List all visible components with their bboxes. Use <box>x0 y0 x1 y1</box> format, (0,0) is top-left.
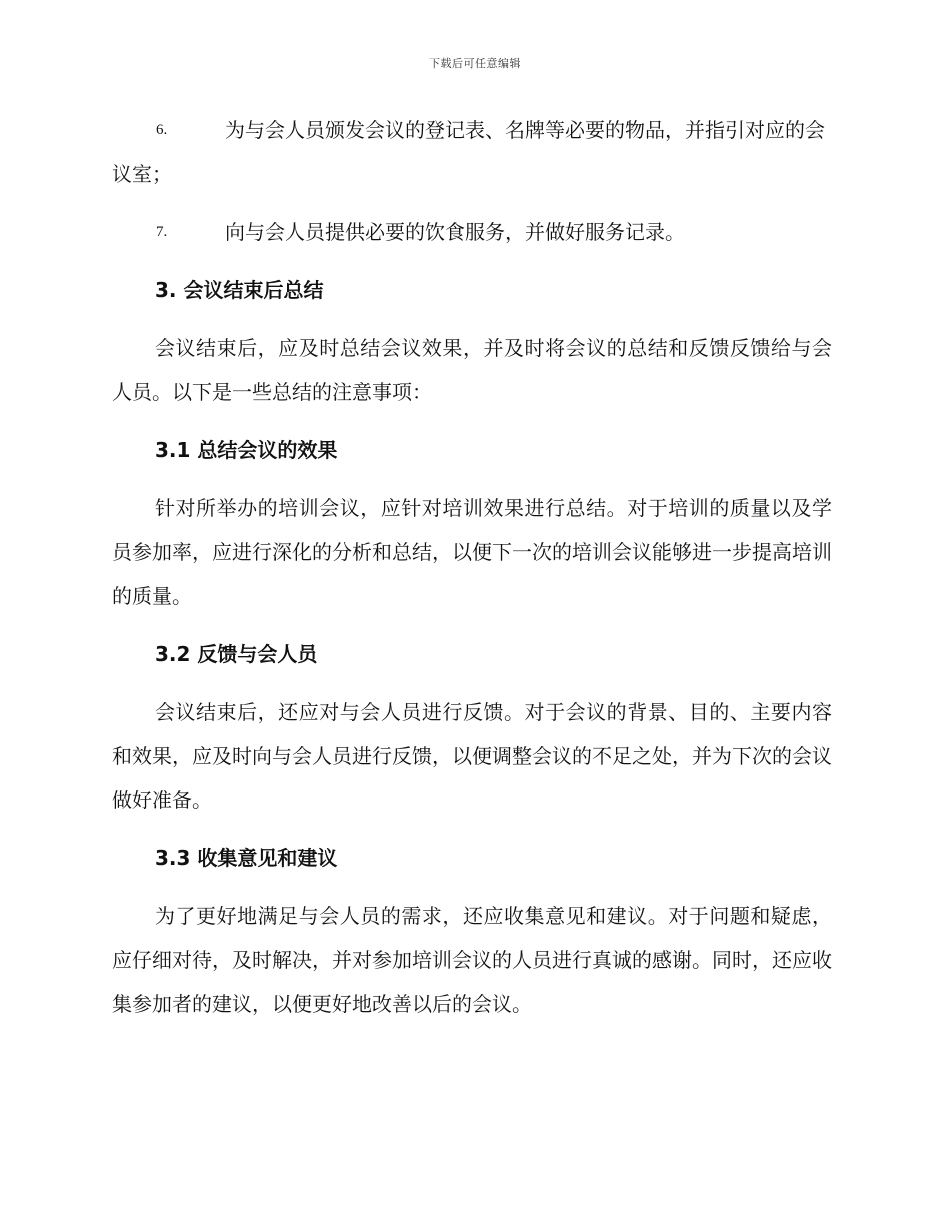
section-heading: 3.3 收集意见和建议 <box>155 846 338 870</box>
section-paragraph: 针对所举办的培训会议，应针对培训效果进行总结。对于培训的质量以及学员参加率，应进行深化的分析和总结，以便下一次的培训会议能够进一步提高培训的质量。 <box>112 496 832 608</box>
header-note: 下载后可任意编辑 <box>429 57 521 70</box>
section-heading: 3. 会议结束后总结 <box>155 278 324 302</box>
section-heading: 3.2 反馈与会人员 <box>155 642 318 666</box>
list-item <box>112 108 832 196</box>
section-paragraph: 会议结束后，应及时总结会议效果，并及时将会议的总结和反馈反馈给与会人员。以下是一些总结的注意事项： <box>112 336 832 404</box>
list-item <box>112 210 832 254</box>
list-item-number: 7. <box>156 224 168 240</box>
section-heading: 3.1 总结会议的效果 <box>155 438 338 462</box>
list-item-number: 6. <box>156 122 168 138</box>
list-item-text: 向与会人员提供必要的饮食服务，并做好服务记录。 <box>225 220 685 244</box>
section-paragraph: 为了更好地满足与会人员的需求，还应收集意见和建议。对于问题和疑虑，应仔细对待，及时解决，并对参加培训会议的人员进行真诚的感谢。同时，还应收集参加者的建议，以便更好地改善以后的会议。 <box>112 904 832 1016</box>
list-item-text: 为与会人员颁发会议的登记表、名牌等必要的物品，并指引对应的会议室； <box>112 118 825 186</box>
section-paragraph: 会议结束后，还应对与会人员进行反馈。对于会议的背景、目的、主要内容和效果，应及时向与会人员进行反馈，以便调整会议的不足之处，并为下次的会议做好准备。 <box>112 700 832 812</box>
document-body <box>112 108 832 1040</box>
